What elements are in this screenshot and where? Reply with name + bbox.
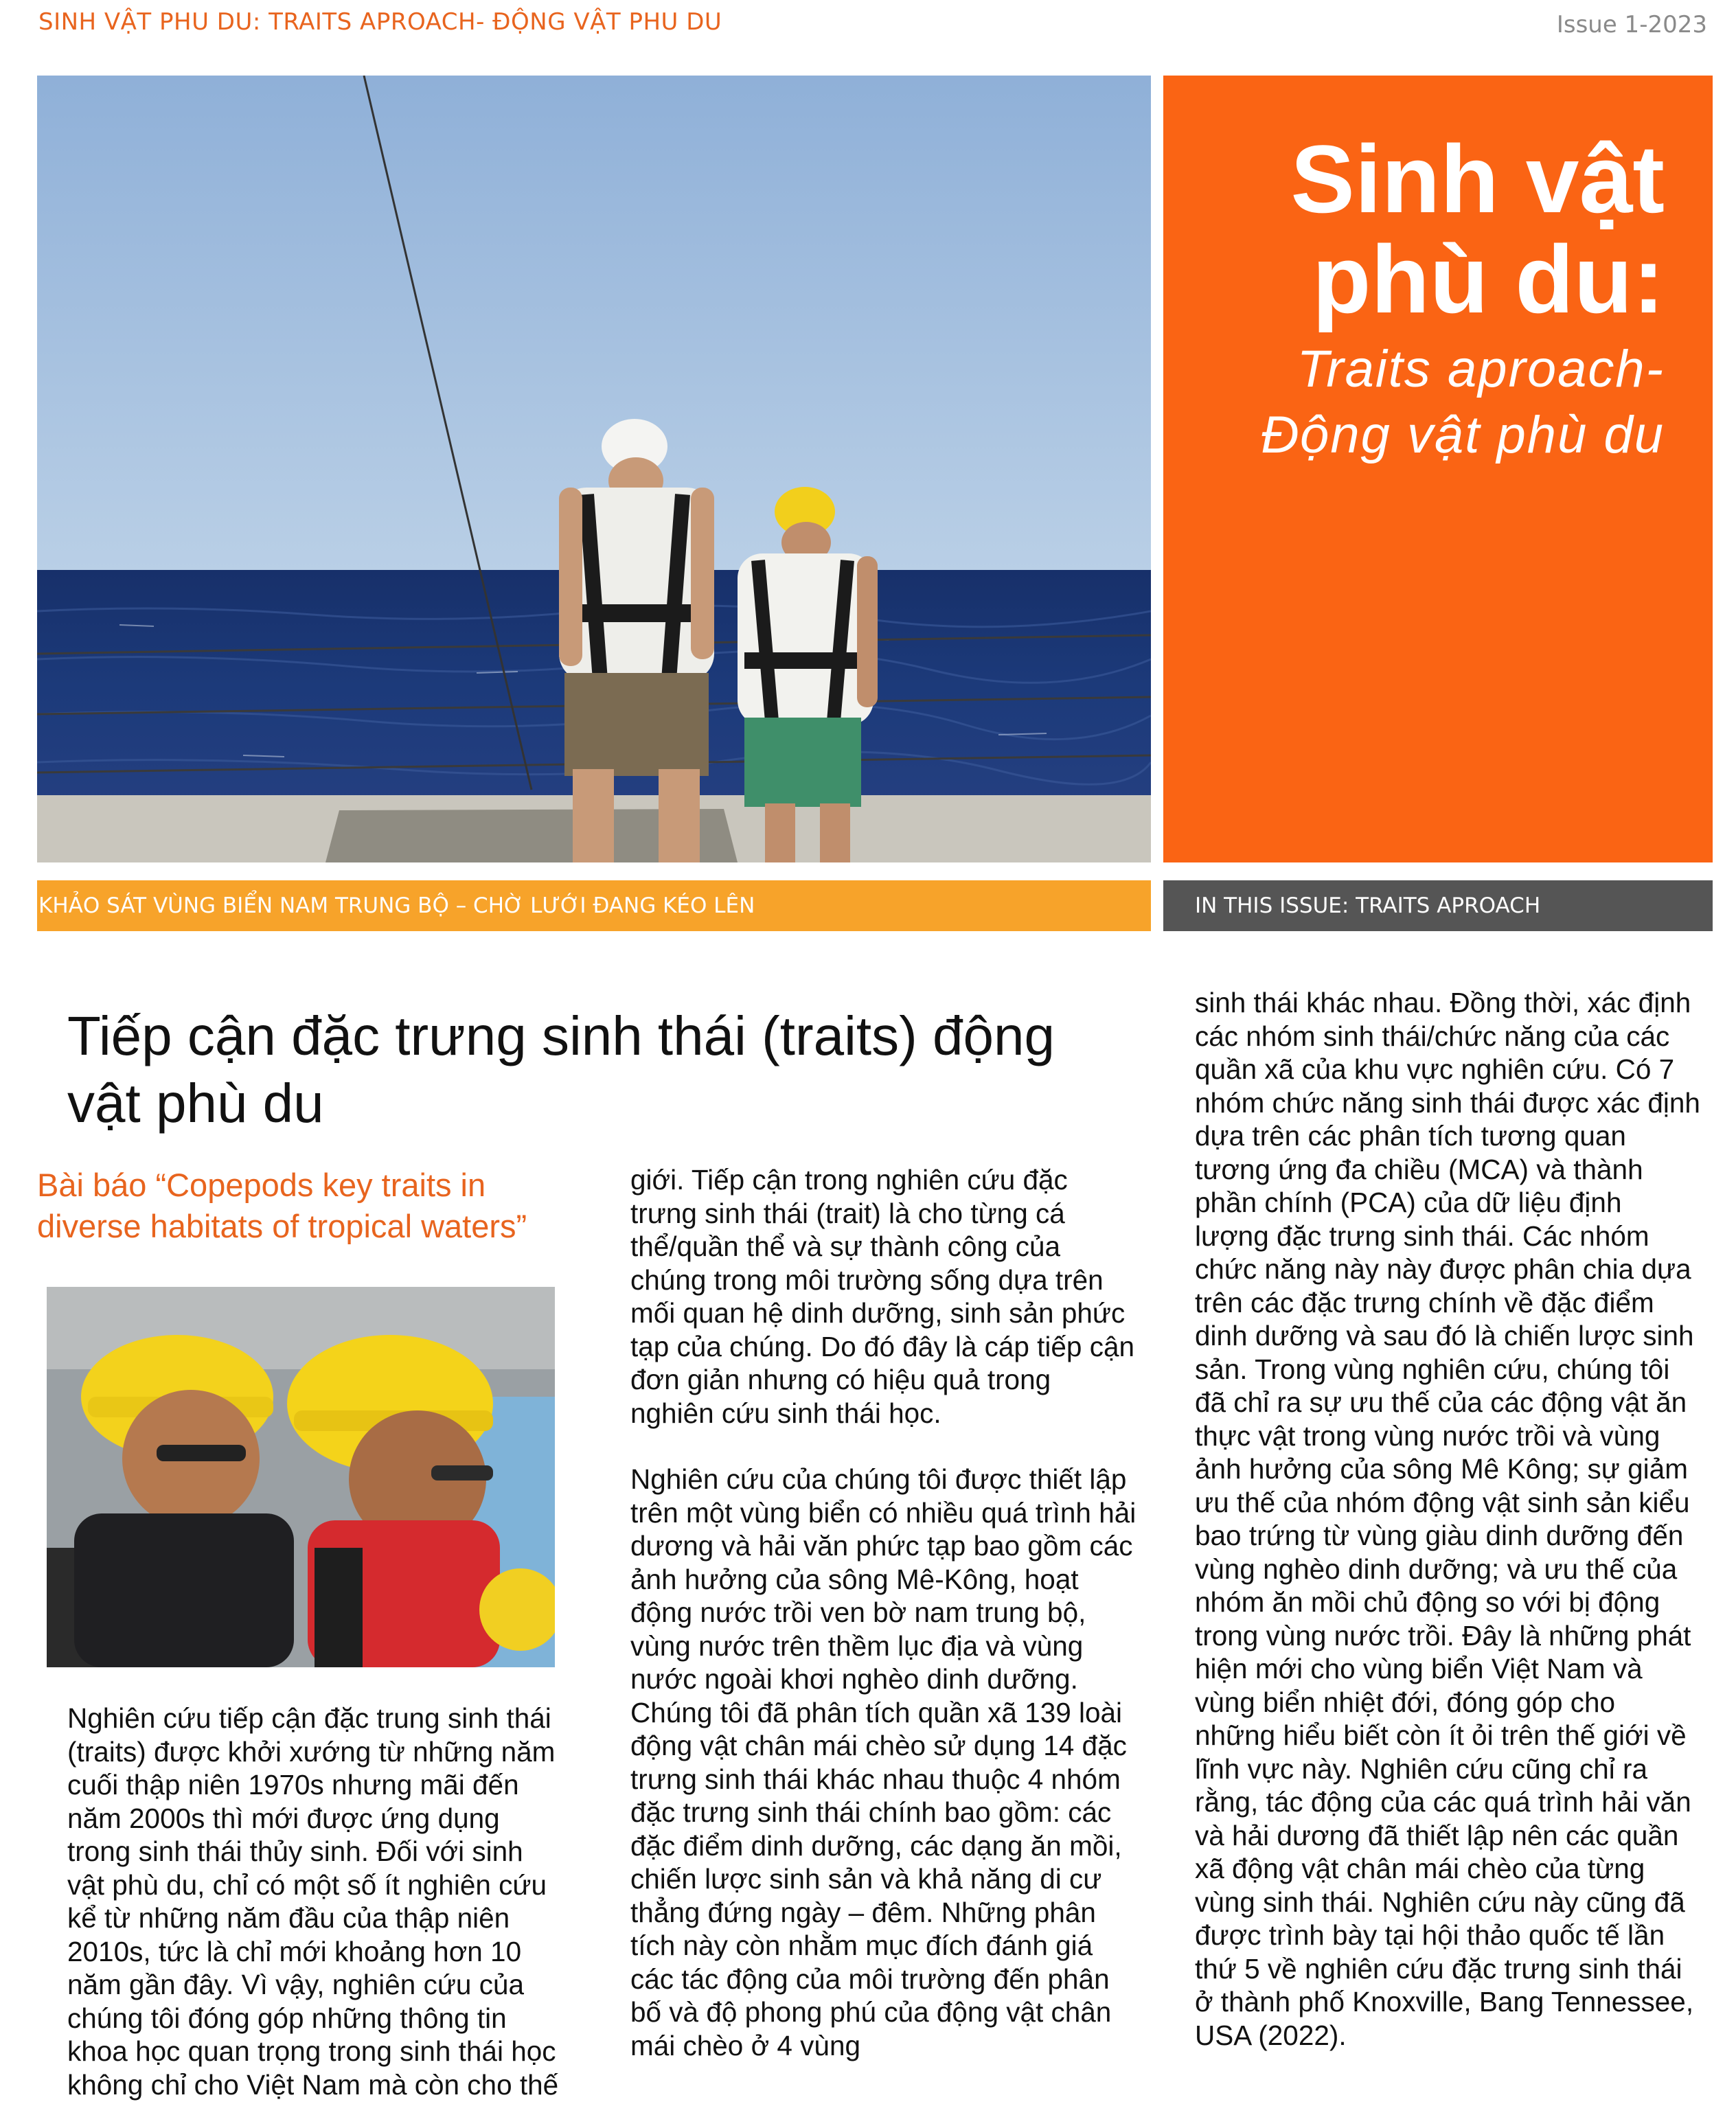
article-column-1 <box>67 1702 562 2101</box>
running-header: SINH VẬT PHU DU: TRAITS APROACH- ĐỘNG VẬT PHU DU <box>38 8 722 36</box>
article-column-2 <box>630 1163 1139 2062</box>
article-paragraph: giới. Tiếp cận trong nghiên cứu đặc trưng sinh thái (trait) là cho từng cá thể/quần thể và sự thành công của chúng trong môi trường sống dựa trên mối quan hệ dinh dưỡng, sinh sản phức tạp của chúng. Do đó đây là cáp tiếp cận đơn giản nhưng có hiệu quả trong nghiên cứu sinh thái học. <box>630 1164 1135 1429</box>
article-paragraph: Nghiên cứu tiếp cận đặc trung sinh thái (traits) được khởi xướng từ những năm cuối thập niên 1970s nhưng mãi đến năm 2000s thì mới được ứng dụng trong sinh thái thủy sinh. Đối với sinh vật phù du, chỉ có một số ít nghiên cứu kể từ những năm đầu của thập niên 2010s, tức là chỉ mới khoảng hơn 10 năm gần đây. Vì vậy, nghiên cứu của chúng tôi đóng góp những thông tin khoa học quan trọng trong sinh thái học không chỉ cho Việt Nam mà còn cho thế <box>67 1702 559 2101</box>
article-column-3 <box>1195 986 1703 2052</box>
hero-photo <box>37 76 1151 862</box>
cover-subtitle: Traits aproach- Động vật phù du <box>1261 340 1665 464</box>
article-title: Tiếp cận đặc trưng sinh thái (traits) động vật phù du <box>67 1005 1055 1134</box>
hero-caption: KHẢO SÁT VÙNG BIỂN NAM TRUNG BỘ – CHỜ LƯỚI ĐANG KÉO LÊN <box>37 880 1151 931</box>
cover-title: Sinh vật phù du: <box>1290 125 1665 333</box>
article-subhead: Bài báo “Copepods key traits in diverse habitats of tropical waters” <box>37 1167 527 1244</box>
article-paragraph: Nghiên cứu của chúng tôi được thiết lập trên một vùng biển có nhiều quá trình hải dương và hải văn phức tạp bao gồm các ảnh hưởng của sông Mê-Kông, hoạt động nước trồi ven bờ nam trung bộ, vùng nước trên thềm lục địa và vùng nước ngoài khơi nghèo dinh dưỡng. Chúng tôi đã phân tích quần xã 139 loài động vật chân mái chèo sử dụng 14 đặc trưng sinh thái khác nhau thuộc 4 nhóm đặc trưng sinh thái chính bao gồm: các đặc điểm dinh dưỡng, các dạng ăn mồi, chiến lược sinh sản và khả năng di cư thẳng đứng ngày – đêm. Những phân tích này còn nhằm mục đích đánh giá các tác động của môi trường đến phân bố và độ phong phú của động vật chân mái chèo ở 4 vùng <box>630 1463 1137 2061</box>
cover-title-box <box>1163 76 1713 862</box>
issue-number: Issue 1-2023 <box>1556 11 1707 38</box>
article-paragraph: sinh thái khác nhau. Đồng thời, xác định các nhóm sinh thái/chức năng của các quần xã của khu vực nghiên cứu. Có 7 nhóm chức năng sinh thái được xác định dựa trên các phân tích tương quan tương ứng đa chiều (MCA) và thành phần chính (PCA) của dữ liệu định lượng đặc trưng sinh thái. Các nhóm chức năng này này được phân chia dựa trên các đặc trưng chính về đặc điểm dinh dưỡng và sau đó là chiến lược sinh sản. Trong vùng nghiên cứu, chúng tôi đã chỉ ra sự ưu thế của các động vật ăn thực vật trong vùng nước trồi và vùng ảnh hưởng của sông Mê Kông; sự giảm ưu thế của nhóm động vật sinh sản kiểu bao trứng từ vùng giàu dinh dưỡng đến vùng nghèo dinh dưỡng; và ưu thế của nhóm ăn mồi chủ động so với bị động trong vùng nước trồi. Đây là những phát hiện mới cho vùng biển Việt Nam và vùng biển nhiệt đới, đóng góp cho những hiểu biết còn ít ỏi trên thế giới về lĩnh vực này. Nghiên cứu cũng chỉ ra rằng, tác động của các quá trình hải văn và hải dương đã thiết lập nên các quần xã động vật chân mái chèo của từng vùng sinh thái. Nghiên cứu này cũng đã được trình bày tại hội thảo quốc tế lần thứ 5 về nghiên cứu đặc trưng sinh thái ở thành phố Knoxville, Bang Tennessee, USA (2022). <box>1195 987 1700 2051</box>
issue-banner: IN THIS ISSUE: TRAITS APROACH <box>1163 880 1713 931</box>
crew-photo <box>47 1287 555 1667</box>
